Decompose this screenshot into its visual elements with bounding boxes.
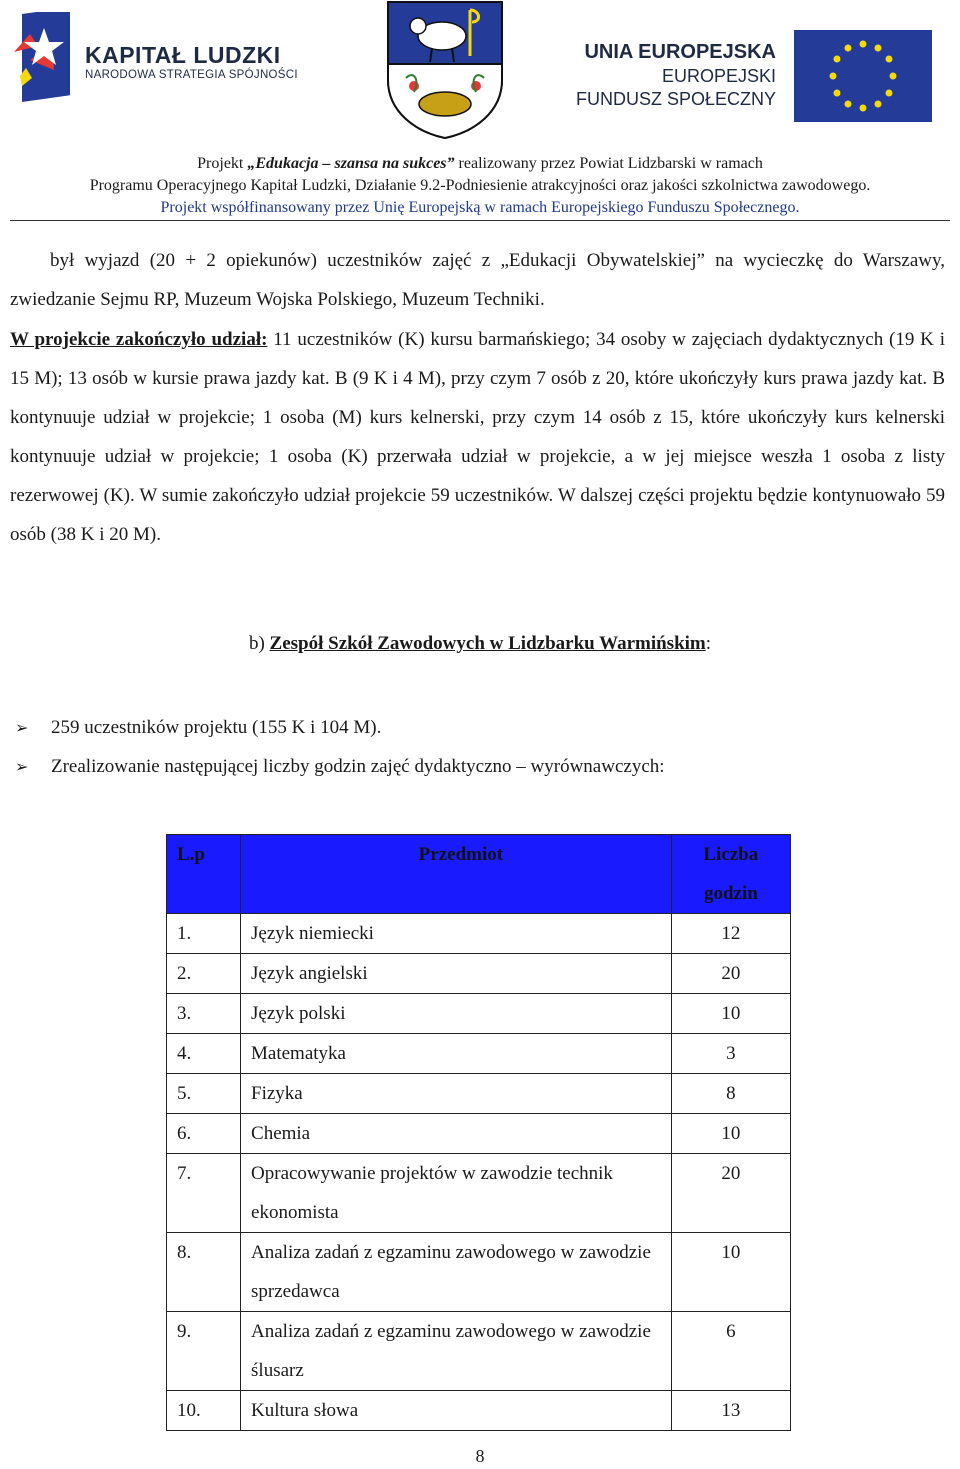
paragraph-trip: był wyjazd (20 + 2 opiekunów) uczestników zajęć z „Edukacji Obywatelskiej” na wycieczkę do Warszawy, zwiedzanie Sejmu RP, Muzeum Wojska Polskiego, Muzeum Techniki. <box>10 250 945 310</box>
page-number: 8 <box>475 1446 485 1466</box>
table-row: 8. Analiza zadań z egzaminu zawodowego w zawodzie sprzedawca 10 <box>167 1233 791 1312</box>
kapital-ludzki-logo <box>8 12 308 112</box>
table-row: 5. Fizyka 8 <box>167 1074 791 1114</box>
paragraph-completion <box>10 320 945 554</box>
header-hours: Liczba godzin <box>671 835 790 914</box>
bullet-item: ➢ Zrealizowanie następującej liczby godzin zajęć dydaktyczno – wyrównawczych: <box>15 756 665 777</box>
kapital-ludzki-emblem-icon <box>8 12 80 112</box>
project-name: „Edukacja – szansa na sukces” <box>247 155 455 172</box>
table-row: 2. Język angielski 20 <box>167 954 791 994</box>
bullet-item: ➢ 259 uczestników projektu (155 K i 104 M). <box>15 717 382 738</box>
table-row: 3. Język polski 10 <box>167 994 791 1034</box>
coat-of-arms-icon <box>384 0 506 140</box>
eu-logo <box>575 28 932 124</box>
header-programme-line: Programu Operacyjnego Kapitał Ludzki, Działanie 9.2-Podniesienie atrakcyjności oraz jakości szkolnictwa zawodowego. <box>89 177 871 194</box>
table-row: 4. Matematyka 3 <box>167 1034 791 1074</box>
table-row: 6. Chemia 10 <box>167 1114 791 1154</box>
kapital-ludzki-subtitle: NARODOWA STRATEGIA SPÓJNOŚCI <box>85 69 298 81</box>
school-name: Zespół Szkół Zawodowych w Lidzbarku Warmińskim <box>269 633 706 654</box>
arrow-bullet-icon: ➢ <box>15 718 29 737</box>
eu-title: UNIA EUROPEJSKA <box>584 41 776 63</box>
header-divider <box>10 220 950 221</box>
eu-flag-icon <box>794 30 932 122</box>
section-heading: b) Zespół Szkół Zawodowych w Lidzbarku Warmińskim: <box>248 633 712 654</box>
completion-text: 11 uczestników (K) kursu barmańskiego; 34 osoby w zajęciach dydaktycznych (19 K i 15 M); 13 osób w kursie prawa jazdy kat. B (9 K i 4 M), przy czym 7 osób z 20, które ukończyły kurs prawa jazdy kat. B kontynuuje udział w projekcie; 1 osoba (M) kurs kelnerski, przy czym 14 osób z 15, które ukończyły kurs kelnerski kontynuuje udział w projekcie; 1 osoba (K) przerwała udział w projekcie, a w jej miejsce weszła 1 osoba z listy rezerwowej (K). W sumie zakończyło udział projekcie 59 uczestników. W dalszej części projektu będzie kontynuowało 59 osób (38 K i 20 M). <box>10 329 945 545</box>
table-row: 9. Analiza zadań z egzaminu zawodowego w zawodzie ślusarz 6 <box>167 1312 791 1391</box>
eu-fund-line2: FUNDUSZ SPOŁECZNY <box>575 89 776 109</box>
arrow-bullet-icon: ➢ <box>15 757 29 776</box>
kapital-ludzki-title: KAPITAŁ LUDZKI <box>85 42 281 68</box>
header-lp: L.p <box>167 835 241 914</box>
table-row: 1. Język niemiecki 12 <box>167 914 791 954</box>
table-row: 7. Opracowywanie projektów w zawodzie technik ekonomista 20 <box>167 1154 791 1233</box>
header-cofinancing-line: Projekt współfinansowany przez Unię Europejską w ramach Europejskiego Funduszu Społecznego. <box>160 199 800 216</box>
header-subject: Przedmiot <box>241 835 672 914</box>
eu-fund-line1: EUROPEJSKI <box>661 66 776 86</box>
hours-table <box>166 834 791 1431</box>
table-header-row <box>167 835 791 914</box>
completion-label: W projekcie zakończyło udział: <box>10 329 268 350</box>
header-project-line: Projekt „Edukacja – szansa na sukces” realizowany przez Powiat Lidzbarski w ramach <box>197 155 763 172</box>
table-row: 10. Kultura słowa 13 <box>167 1391 791 1431</box>
county-crest <box>384 0 506 140</box>
